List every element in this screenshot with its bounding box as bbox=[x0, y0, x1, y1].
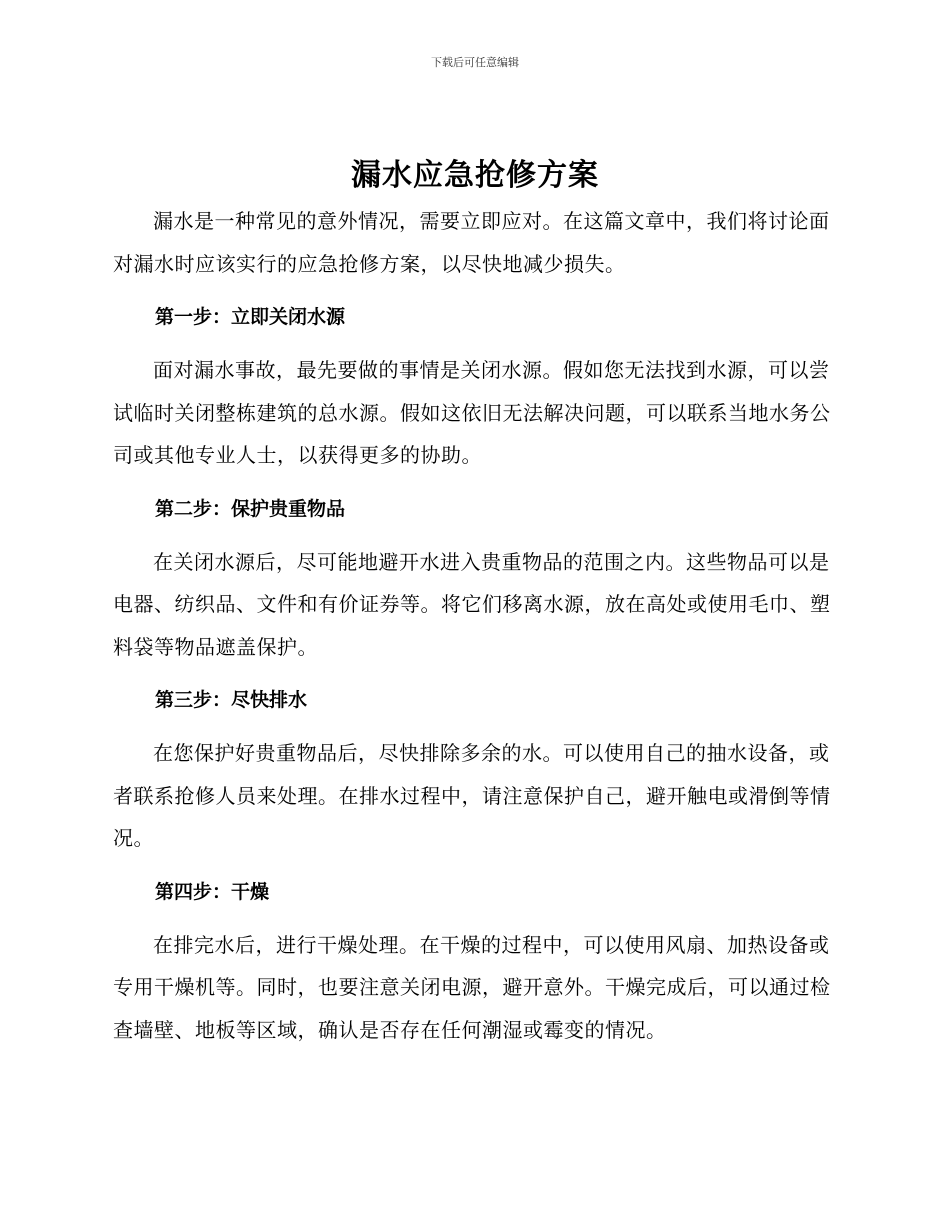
section-heading-step-1: 第一步：立即关闭水源 bbox=[155, 306, 346, 328]
document-body bbox=[113, 200, 833, 1062]
section-body-step-2: 在关闭水源后，尽可能地避开水进入贵重物品的范围之内。这些物品可以是电器、纺织品、文件和有价证券等。将它们移离水源，放在高处或使用毛巾、塑料袋等物品遮盖保护。 bbox=[113, 549, 831, 659]
section-body-step-3: 在您保护好贵重物品后，尽快排除多余的水。可以使用自己的抽水设备，或者联系抢修人员来处理。在排水过程中，请注意保护自己，避开触电或滑倒等情况。 bbox=[113, 741, 831, 850]
intro-paragraph: 漏水是一种常见的意外情况，需要立即应对。在这篇文章中，我们将讨论面对漏水时应该实行的应急抢修方案，以尽快地减少损失。 bbox=[113, 209, 830, 276]
header-note: 下载后可任意编辑 bbox=[431, 56, 519, 69]
section-heading-step-2: 第二步：保护贵重物品 bbox=[155, 497, 346, 520]
section-heading-step-3: 第三步：尽快排水 bbox=[155, 689, 308, 711]
section-body-step-4: 在排完水后，进行干燥处理。在干燥的过程中，可以使用风扇、加热设备或专用干燥机等。同时，也要注意关闭电源，避开意外。干燥完成后，可以通过检查墙壁、地板等区域，确认是否存在任何潮湿或霉变的情况。 bbox=[113, 932, 831, 1042]
section-heading-step-4: 第四步：干燥 bbox=[155, 880, 270, 903]
document-title: 漏水应急抢修方案 bbox=[351, 158, 599, 193]
section-body-step-1: 面对漏水事故，最先要做的事情是关闭水源。假如您无法找到水源，可以尝试临时关闭整栋建筑的总水源。假如这依旧无法解决问题，可以联系当地水务公司或其他专业人士，以获得更多的协助。 bbox=[113, 358, 831, 467]
